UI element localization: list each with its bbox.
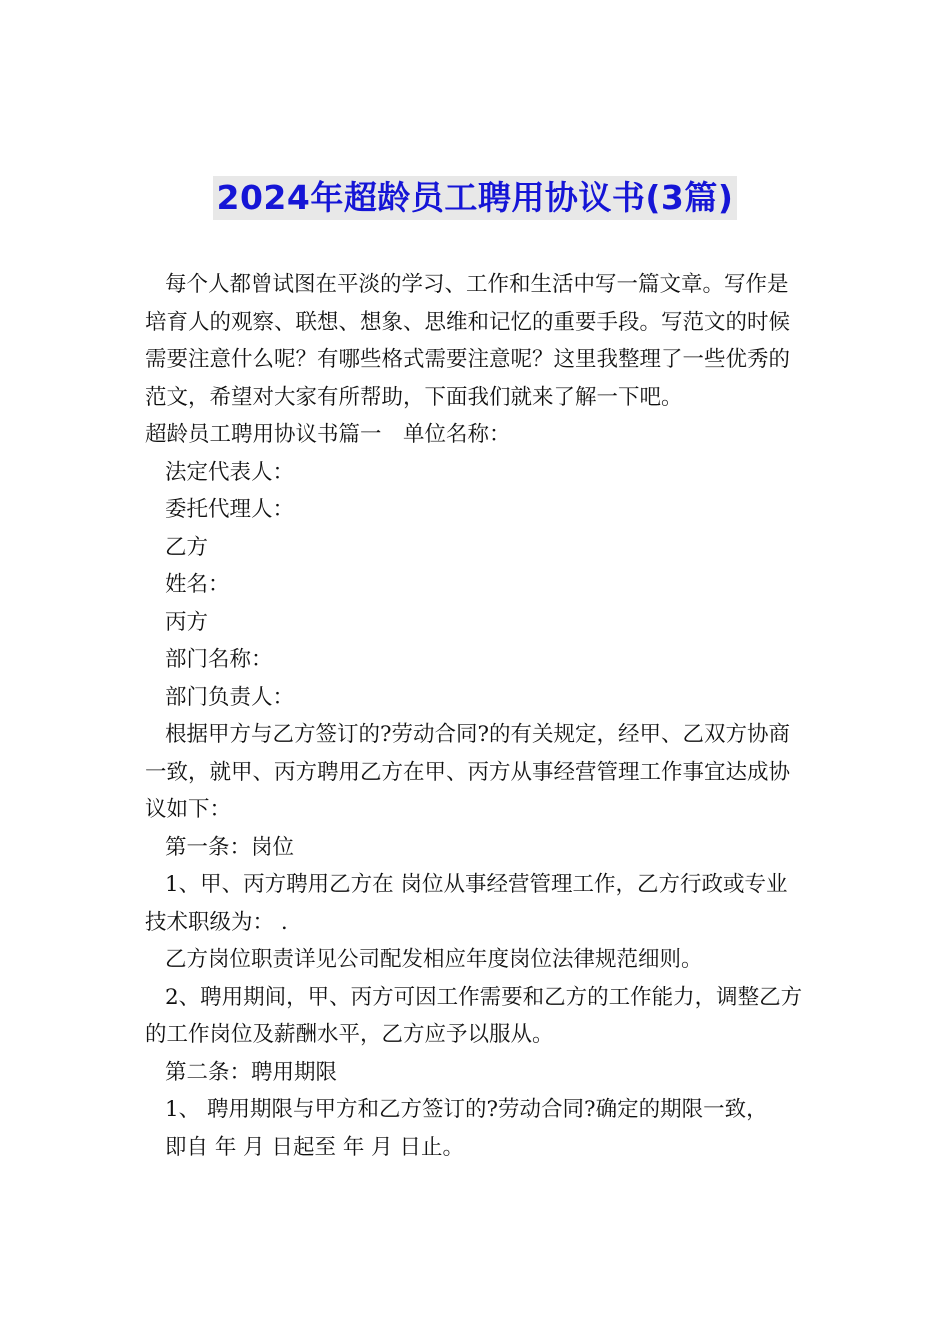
article-one-clause-2: 2、聘用期间，甲、丙方可因工作需要和乙方的工作能力，调整乙方的工作岗位及薪酬水平，乙方应予以服从。 (145, 984, 803, 1047)
field-legal-representative: 法定代表人： (165, 459, 295, 485)
section-heading-part-one: 超龄员工聘用协议书篇一 单位名称： (145, 422, 511, 447)
title-container (0, 176, 950, 220)
document-title: 2024年超龄员工聘用协议书(3篇) (213, 176, 738, 220)
field-entrusted-agent: 委托代理人： (165, 497, 295, 522)
article-two-clause-1: 1、 聘用期限与甲方和乙方签订的?劳动合同?确定的期限一致， (165, 1097, 768, 1122)
intro-paragraph: 每个人都曾试图在平淡的学习、工作和生活中写一篇文章。写作是培育人的观察、联想、想象、思维和记忆的重要手段。写范文的时候需要注意什么呢？有哪些格式需要注意呢？这里我整理了一些优秀的范文，希望对大家有所帮助，下面我们就来了解一下吧。 (145, 272, 791, 410)
agreement-preamble: 根据甲方与乙方签订的?劳动合同?的有关规定，经甲、乙双方协商一致，就甲、丙方聘用乙方在甲、丙方从事经营管理工作事宜达成协议如下： (145, 722, 791, 822)
article-two-heading: 第二条：聘用期限 (165, 1059, 338, 1085)
party-c-label: 丙方 (165, 609, 209, 635)
article-one-clause-1: 1、甲、丙方聘用乙方在 岗位从事经营管理工作，乙方行政或专业技术职级为： . (145, 872, 788, 935)
field-department-name: 部门名称： (165, 647, 273, 672)
article-one-duties: 乙方岗位职责详见公司配发相应年度岗位法律规范细则。 (165, 947, 703, 972)
field-name: 姓名： (165, 572, 230, 597)
field-department-head: 部门负责人： (165, 684, 295, 710)
article-one-heading: 第一条：岗位 (165, 834, 295, 860)
article-two-period: 即自 年 月 日起至 年 月 日止。 (165, 1134, 465, 1160)
document-body (145, 266, 807, 1166)
party-b-label: 乙方 (165, 534, 209, 560)
